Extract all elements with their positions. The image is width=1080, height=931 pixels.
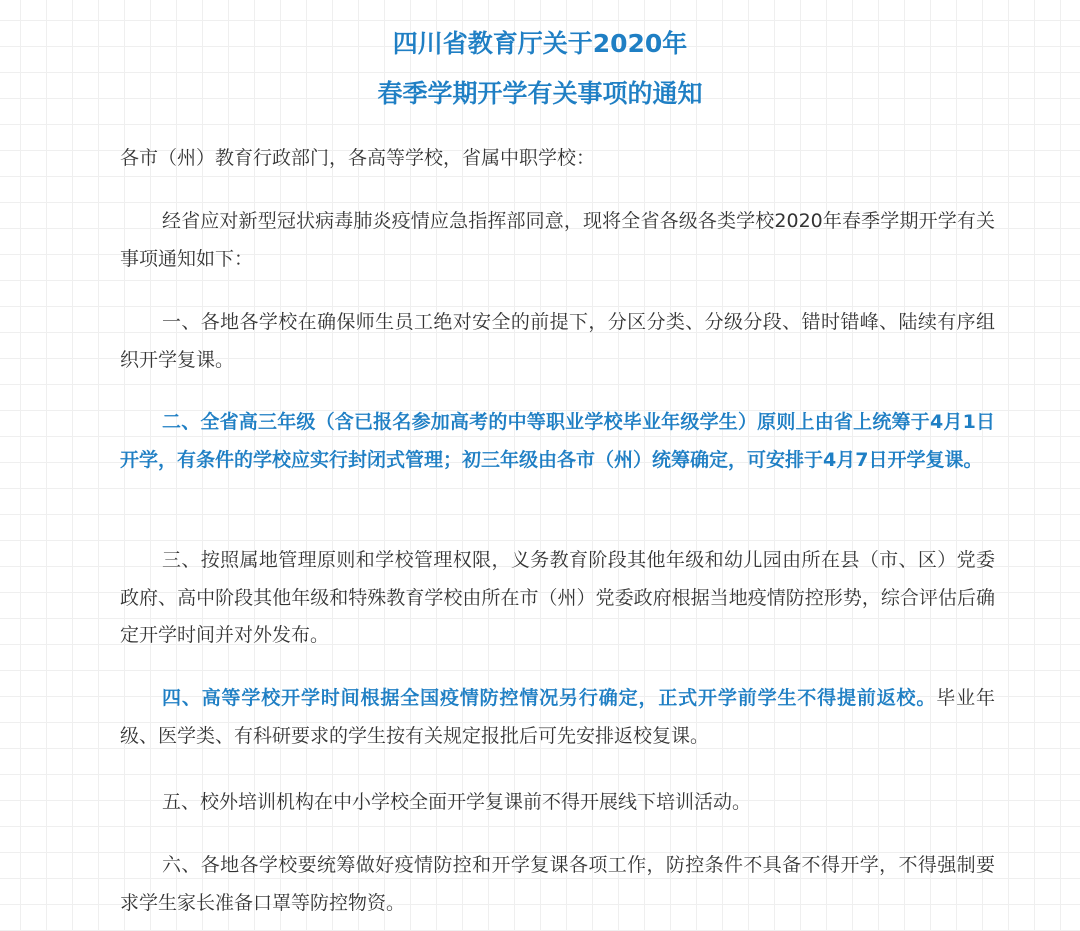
paragraph-intro: 经省应对新型冠状病毒肺炎疫情应急指挥部同意，现将全省各级各类学校2020年春季学期开学有关事项通知如下： xyxy=(120,210,995,270)
paragraph-item-4-rest: 毕业年级、医学类、有科研要求的学生按有关规定报批后可先安排返校复课。 xyxy=(120,687,995,747)
paragraph-item-6: 六、各地各学校要统筹做好疫情防控和开学复课各项工作，防控条件不具备不得开学，不得强制要求学生家长准备口罩等防控物资。 xyxy=(120,854,995,914)
document-title-line-2: 春季学期开学有关事项的通知 xyxy=(377,79,703,108)
document-title-line-1: 四川省教育厅关于2020年 xyxy=(392,29,688,58)
paragraph-item-5: 五、校外培训机构在中小学校全面开学复课前不得开展线下培训活动。 xyxy=(162,791,752,813)
paragraph-item-3: 三、按照属地管理原则和学校管理权限，义务教育阶段其他年级和幼儿园由所在县（市、区）党委政府、高中阶段其他年级和特殊教育学校由所在市（州）党委政府根据当地疫情防控形势，综合评估后确定开学时间并对外发布。 xyxy=(120,549,995,646)
paragraph-item-4 xyxy=(120,680,995,755)
paragraph-item-4-highlight: 四、高等学校开学时间根据全国疫情防控情况另行确定，正式开学前学生不得提前返校。 xyxy=(162,687,937,709)
salutation: 各市（州）教育行政部门，各高等学校，省属中职学校： xyxy=(120,147,596,169)
paragraph-item-2: 二、全省高三年级（含已报名参加高考的中等职业学校毕业年级学生）原则上由省上统筹于4月1日开学，有条件的学校应实行封闭式管理；初三年级由各市（州）统筹确定，可安排于4月7日开学复课。 xyxy=(120,411,995,471)
paragraph-item-1: 一、各地各学校在确保师生员工绝对安全的前提下，分区分类、分级分段、错时错峰、陆续有序组织开学复课。 xyxy=(120,311,995,371)
